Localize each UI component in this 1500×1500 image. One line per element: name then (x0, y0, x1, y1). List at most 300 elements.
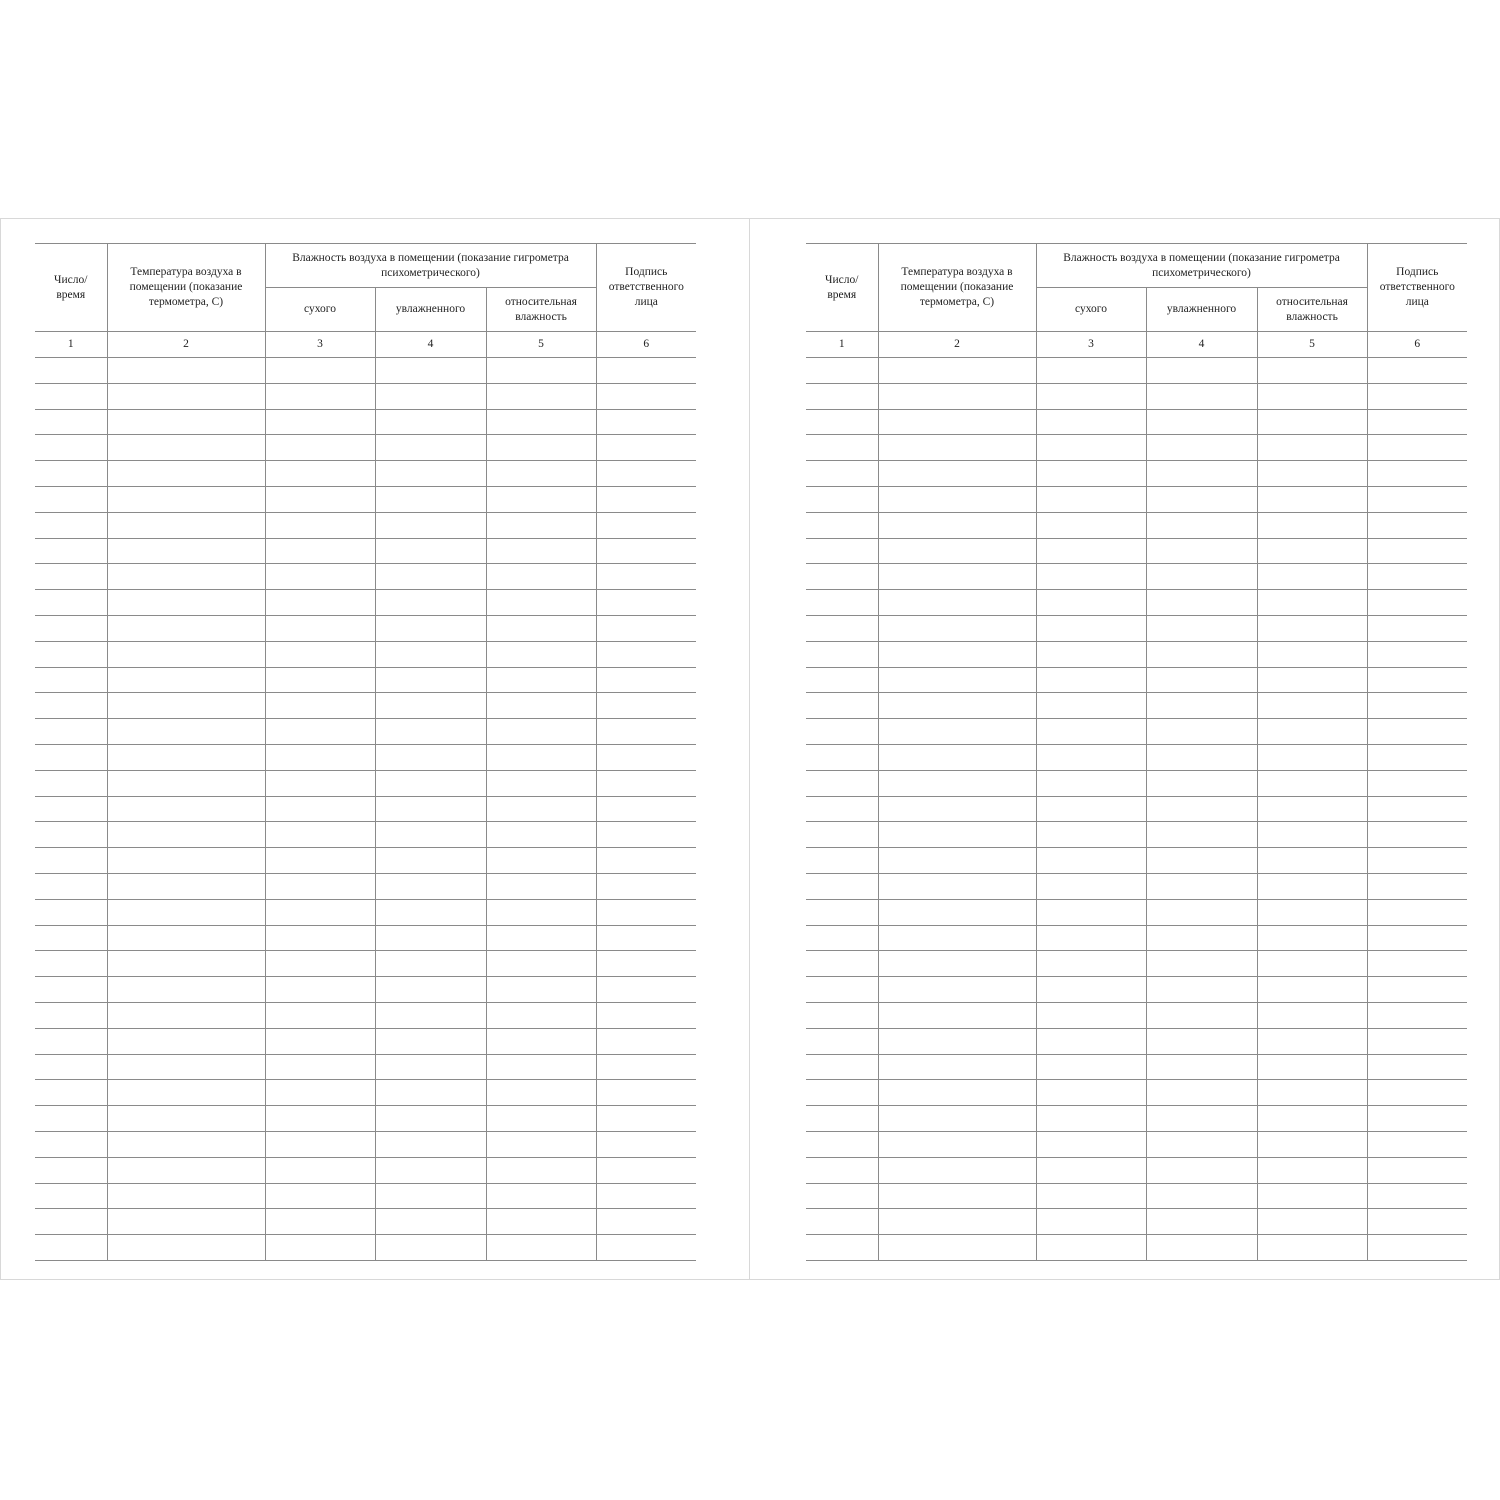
entry-cell[interactable] (1257, 1209, 1367, 1235)
entry-cell[interactable] (35, 486, 107, 512)
entry-cell[interactable] (1146, 1235, 1257, 1261)
entry-cell[interactable] (1036, 951, 1146, 977)
entry-cell[interactable] (1036, 1054, 1146, 1080)
entry-cell[interactable] (1036, 538, 1146, 564)
entry-cell[interactable] (265, 564, 375, 590)
entry-cell[interactable] (806, 744, 878, 770)
entry-cell[interactable] (1257, 615, 1367, 641)
entry-cell[interactable] (1146, 1002, 1257, 1028)
entry-cell[interactable] (1367, 1235, 1467, 1261)
entry-cell[interactable] (1146, 383, 1257, 409)
entry-cell[interactable] (35, 693, 107, 719)
entry-cell[interactable] (1367, 951, 1467, 977)
entry-cell[interactable] (375, 1106, 486, 1132)
entry-cell[interactable] (878, 977, 1036, 1003)
entry-cell[interactable] (486, 590, 596, 616)
entry-cell[interactable] (1257, 538, 1367, 564)
entry-cell[interactable] (486, 383, 596, 409)
entry-cell[interactable] (1146, 358, 1257, 384)
entry-cell[interactable] (596, 538, 696, 564)
entry-cell[interactable] (806, 770, 878, 796)
entry-cell[interactable] (375, 1054, 486, 1080)
entry-cell[interactable] (486, 693, 596, 719)
entry-cell[interactable] (107, 977, 265, 1003)
entry-cell[interactable] (486, 1209, 596, 1235)
entry-cell[interactable] (375, 1209, 486, 1235)
entry-cell[interactable] (596, 1235, 696, 1261)
entry-cell[interactable] (107, 1054, 265, 1080)
entry-cell[interactable] (107, 512, 265, 538)
entry-cell[interactable] (375, 564, 486, 590)
entry-cell[interactable] (35, 461, 107, 487)
entry-cell[interactable] (1257, 899, 1367, 925)
entry-cell[interactable] (596, 719, 696, 745)
entry-cell[interactable] (596, 848, 696, 874)
entry-cell[interactable] (35, 538, 107, 564)
entry-cell[interactable] (806, 848, 878, 874)
entry-cell[interactable] (1257, 1028, 1367, 1054)
entry-cell[interactable] (1367, 667, 1467, 693)
entry-cell[interactable] (35, 848, 107, 874)
entry-cell[interactable] (35, 1235, 107, 1261)
entry-cell[interactable] (35, 358, 107, 384)
entry-cell[interactable] (1036, 383, 1146, 409)
entry-cell[interactable] (1257, 925, 1367, 951)
entry-cell[interactable] (1146, 667, 1257, 693)
entry-cell[interactable] (486, 822, 596, 848)
entry-cell[interactable] (35, 899, 107, 925)
entry-cell[interactable] (1036, 1002, 1146, 1028)
entry-cell[interactable] (265, 358, 375, 384)
entry-cell[interactable] (35, 667, 107, 693)
entry-cell[interactable] (265, 1080, 375, 1106)
entry-cell[interactable] (1146, 486, 1257, 512)
entry-cell[interactable] (1036, 590, 1146, 616)
entry-cell[interactable] (375, 641, 486, 667)
entry-cell[interactable] (375, 899, 486, 925)
entry-cell[interactable] (1036, 977, 1146, 1003)
entry-cell[interactable] (1036, 873, 1146, 899)
entry-cell[interactable] (1257, 1183, 1367, 1209)
entry-cell[interactable] (1257, 719, 1367, 745)
entry-cell[interactable] (878, 383, 1036, 409)
entry-cell[interactable] (375, 770, 486, 796)
entry-cell[interactable] (375, 435, 486, 461)
entry-cell[interactable] (596, 1054, 696, 1080)
entry-cell[interactable] (596, 435, 696, 461)
entry-cell[interactable] (107, 461, 265, 487)
entry-cell[interactable] (1367, 925, 1467, 951)
entry-cell[interactable] (878, 1054, 1036, 1080)
entry-cell[interactable] (1367, 538, 1467, 564)
entry-cell[interactable] (1036, 822, 1146, 848)
entry-cell[interactable] (806, 1209, 878, 1235)
entry-cell[interactable] (107, 1106, 265, 1132)
entry-cell[interactable] (486, 564, 596, 590)
entry-cell[interactable] (596, 512, 696, 538)
entry-cell[interactable] (878, 873, 1036, 899)
entry-cell[interactable] (107, 873, 265, 899)
entry-cell[interactable] (1146, 461, 1257, 487)
entry-cell[interactable] (596, 461, 696, 487)
entry-cell[interactable] (1036, 1080, 1146, 1106)
entry-cell[interactable] (1036, 461, 1146, 487)
entry-cell[interactable] (878, 770, 1036, 796)
entry-cell[interactable] (486, 977, 596, 1003)
entry-cell[interactable] (1146, 796, 1257, 822)
entry-cell[interactable] (265, 744, 375, 770)
entry-cell[interactable] (486, 358, 596, 384)
entry-cell[interactable] (486, 1183, 596, 1209)
entry-cell[interactable] (107, 822, 265, 848)
entry-cell[interactable] (878, 538, 1036, 564)
entry-cell[interactable] (1036, 435, 1146, 461)
entry-cell[interactable] (1036, 512, 1146, 538)
entry-cell[interactable] (35, 951, 107, 977)
entry-cell[interactable] (265, 1054, 375, 1080)
entry-cell[interactable] (1367, 899, 1467, 925)
entry-cell[interactable] (1036, 848, 1146, 874)
entry-cell[interactable] (486, 899, 596, 925)
entry-cell[interactable] (486, 744, 596, 770)
entry-cell[interactable] (1036, 641, 1146, 667)
entry-cell[interactable] (375, 1028, 486, 1054)
entry-cell[interactable] (486, 615, 596, 641)
entry-cell[interactable] (596, 486, 696, 512)
entry-cell[interactable] (486, 1080, 596, 1106)
entry-cell[interactable] (1367, 486, 1467, 512)
entry-cell[interactable] (1367, 796, 1467, 822)
entry-cell[interactable] (107, 1183, 265, 1209)
entry-cell[interactable] (35, 1183, 107, 1209)
entry-cell[interactable] (878, 899, 1036, 925)
entry-cell[interactable] (596, 951, 696, 977)
entry-cell[interactable] (1367, 977, 1467, 1003)
entry-cell[interactable] (35, 1131, 107, 1157)
entry-cell[interactable] (806, 1235, 878, 1261)
entry-cell[interactable] (1036, 693, 1146, 719)
entry-cell[interactable] (806, 1054, 878, 1080)
entry-cell[interactable] (486, 1157, 596, 1183)
entry-cell[interactable] (1257, 383, 1367, 409)
entry-cell[interactable] (1036, 486, 1146, 512)
entry-cell[interactable] (375, 590, 486, 616)
entry-cell[interactable] (265, 1106, 375, 1132)
entry-cell[interactable] (878, 1028, 1036, 1054)
entry-cell[interactable] (1367, 848, 1467, 874)
entry-cell[interactable] (1367, 744, 1467, 770)
entry-cell[interactable] (1146, 590, 1257, 616)
entry-cell[interactable] (107, 899, 265, 925)
entry-cell[interactable] (806, 1080, 878, 1106)
entry-cell[interactable] (35, 1028, 107, 1054)
entry-cell[interactable] (878, 848, 1036, 874)
entry-cell[interactable] (107, 1080, 265, 1106)
entry-cell[interactable] (806, 409, 878, 435)
entry-cell[interactable] (1146, 925, 1257, 951)
entry-cell[interactable] (107, 951, 265, 977)
entry-cell[interactable] (596, 1002, 696, 1028)
entry-cell[interactable] (1146, 951, 1257, 977)
entry-cell[interactable] (596, 358, 696, 384)
entry-cell[interactable] (1257, 1054, 1367, 1080)
entry-cell[interactable] (806, 564, 878, 590)
entry-cell[interactable] (265, 848, 375, 874)
entry-cell[interactable] (878, 693, 1036, 719)
entry-cell[interactable] (486, 848, 596, 874)
entry-cell[interactable] (1257, 641, 1367, 667)
entry-cell[interactable] (878, 564, 1036, 590)
entry-cell[interactable] (1367, 1054, 1467, 1080)
entry-cell[interactable] (375, 409, 486, 435)
entry-cell[interactable] (107, 358, 265, 384)
entry-cell[interactable] (107, 1157, 265, 1183)
entry-cell[interactable] (1146, 1131, 1257, 1157)
entry-cell[interactable] (878, 925, 1036, 951)
entry-cell[interactable] (596, 977, 696, 1003)
entry-cell[interactable] (1257, 693, 1367, 719)
entry-cell[interactable] (375, 667, 486, 693)
entry-cell[interactable] (806, 383, 878, 409)
entry-cell[interactable] (35, 770, 107, 796)
entry-cell[interactable] (878, 641, 1036, 667)
entry-cell[interactable] (107, 486, 265, 512)
entry-cell[interactable] (1257, 1131, 1367, 1157)
entry-cell[interactable] (265, 719, 375, 745)
entry-cell[interactable] (878, 615, 1036, 641)
entry-cell[interactable] (1367, 693, 1467, 719)
entry-cell[interactable] (107, 770, 265, 796)
entry-cell[interactable] (1146, 1209, 1257, 1235)
entry-cell[interactable] (596, 1183, 696, 1209)
entry-cell[interactable] (878, 667, 1036, 693)
entry-cell[interactable] (1367, 358, 1467, 384)
entry-cell[interactable] (1257, 1235, 1367, 1261)
entry-cell[interactable] (486, 951, 596, 977)
entry-cell[interactable] (1036, 1183, 1146, 1209)
entry-cell[interactable] (486, 1002, 596, 1028)
entry-cell[interactable] (806, 977, 878, 1003)
entry-cell[interactable] (35, 822, 107, 848)
entry-cell[interactable] (1257, 667, 1367, 693)
entry-cell[interactable] (806, 951, 878, 977)
entry-cell[interactable] (806, 693, 878, 719)
entry-cell[interactable] (596, 796, 696, 822)
entry-cell[interactable] (596, 1028, 696, 1054)
entry-cell[interactable] (1146, 873, 1257, 899)
entry-cell[interactable] (265, 951, 375, 977)
entry-cell[interactable] (596, 615, 696, 641)
entry-cell[interactable] (375, 693, 486, 719)
entry-cell[interactable] (878, 719, 1036, 745)
entry-cell[interactable] (1257, 435, 1367, 461)
entry-cell[interactable] (375, 538, 486, 564)
entry-cell[interactable] (107, 564, 265, 590)
entry-cell[interactable] (265, 899, 375, 925)
entry-cell[interactable] (35, 512, 107, 538)
entry-cell[interactable] (486, 1235, 596, 1261)
entry-cell[interactable] (878, 1235, 1036, 1261)
entry-cell[interactable] (107, 719, 265, 745)
entry-cell[interactable] (375, 1002, 486, 1028)
entry-cell[interactable] (1367, 1209, 1467, 1235)
entry-cell[interactable] (878, 951, 1036, 977)
entry-cell[interactable] (107, 615, 265, 641)
entry-cell[interactable] (35, 1106, 107, 1132)
entry-cell[interactable] (1146, 615, 1257, 641)
entry-cell[interactable] (1146, 977, 1257, 1003)
entry-cell[interactable] (265, 615, 375, 641)
entry-cell[interactable] (35, 977, 107, 1003)
entry-cell[interactable] (107, 667, 265, 693)
entry-cell[interactable] (1257, 1080, 1367, 1106)
entry-cell[interactable] (1146, 1183, 1257, 1209)
entry-cell[interactable] (596, 1106, 696, 1132)
entry-cell[interactable] (596, 1080, 696, 1106)
entry-cell[interactable] (806, 873, 878, 899)
entry-cell[interactable] (1257, 1106, 1367, 1132)
entry-cell[interactable] (1257, 977, 1367, 1003)
entry-cell[interactable] (265, 770, 375, 796)
entry-cell[interactable] (35, 1054, 107, 1080)
entry-cell[interactable] (806, 899, 878, 925)
entry-cell[interactable] (486, 873, 596, 899)
entry-cell[interactable] (1367, 512, 1467, 538)
entry-cell[interactable] (1367, 564, 1467, 590)
entry-cell[interactable] (486, 538, 596, 564)
entry-cell[interactable] (375, 461, 486, 487)
entry-cell[interactable] (806, 1028, 878, 1054)
entry-cell[interactable] (486, 461, 596, 487)
entry-cell[interactable] (1257, 822, 1367, 848)
entry-cell[interactable] (486, 512, 596, 538)
entry-cell[interactable] (806, 1183, 878, 1209)
entry-cell[interactable] (1257, 744, 1367, 770)
entry-cell[interactable] (1367, 435, 1467, 461)
entry-cell[interactable] (35, 641, 107, 667)
entry-cell[interactable] (806, 538, 878, 564)
entry-cell[interactable] (1036, 615, 1146, 641)
entry-cell[interactable] (1146, 1080, 1257, 1106)
entry-cell[interactable] (375, 951, 486, 977)
entry-cell[interactable] (878, 435, 1036, 461)
entry-cell[interactable] (1367, 1106, 1467, 1132)
entry-cell[interactable] (1146, 1054, 1257, 1080)
entry-cell[interactable] (806, 358, 878, 384)
entry-cell[interactable] (265, 409, 375, 435)
entry-cell[interactable] (878, 1157, 1036, 1183)
entry-cell[interactable] (1367, 641, 1467, 667)
entry-cell[interactable] (1146, 1106, 1257, 1132)
entry-cell[interactable] (265, 796, 375, 822)
entry-cell[interactable] (375, 358, 486, 384)
entry-cell[interactable] (107, 383, 265, 409)
entry-cell[interactable] (265, 435, 375, 461)
entry-cell[interactable] (596, 899, 696, 925)
entry-cell[interactable] (486, 641, 596, 667)
entry-cell[interactable] (1036, 719, 1146, 745)
entry-cell[interactable] (265, 1002, 375, 1028)
entry-cell[interactable] (596, 1157, 696, 1183)
entry-cell[interactable] (1036, 796, 1146, 822)
entry-cell[interactable] (1367, 409, 1467, 435)
entry-cell[interactable] (1367, 615, 1467, 641)
entry-cell[interactable] (375, 615, 486, 641)
entry-cell[interactable] (107, 1131, 265, 1157)
entry-cell[interactable] (375, 796, 486, 822)
entry-cell[interactable] (806, 796, 878, 822)
entry-cell[interactable] (806, 461, 878, 487)
entry-cell[interactable] (1257, 1002, 1367, 1028)
entry-cell[interactable] (1367, 873, 1467, 899)
entry-cell[interactable] (1257, 873, 1367, 899)
entry-cell[interactable] (35, 1002, 107, 1028)
entry-cell[interactable] (806, 667, 878, 693)
entry-cell[interactable] (1257, 564, 1367, 590)
entry-cell[interactable] (375, 512, 486, 538)
entry-cell[interactable] (1146, 1028, 1257, 1054)
entry-cell[interactable] (806, 486, 878, 512)
entry-cell[interactable] (107, 1235, 265, 1261)
entry-cell[interactable] (486, 667, 596, 693)
entry-cell[interactable] (596, 770, 696, 796)
entry-cell[interactable] (35, 564, 107, 590)
entry-cell[interactable] (1367, 719, 1467, 745)
entry-cell[interactable] (265, 925, 375, 951)
entry-cell[interactable] (107, 1002, 265, 1028)
entry-cell[interactable] (596, 873, 696, 899)
entry-cell[interactable] (596, 744, 696, 770)
entry-cell[interactable] (375, 1157, 486, 1183)
entry-cell[interactable] (35, 1209, 107, 1235)
entry-cell[interactable] (35, 615, 107, 641)
entry-cell[interactable] (265, 822, 375, 848)
entry-cell[interactable] (107, 538, 265, 564)
entry-cell[interactable] (1146, 719, 1257, 745)
entry-cell[interactable] (265, 667, 375, 693)
entry-cell[interactable] (806, 719, 878, 745)
entry-cell[interactable] (265, 873, 375, 899)
entry-cell[interactable] (596, 1209, 696, 1235)
entry-cell[interactable] (596, 409, 696, 435)
entry-cell[interactable] (35, 409, 107, 435)
entry-cell[interactable] (486, 1106, 596, 1132)
entry-cell[interactable] (1036, 744, 1146, 770)
entry-cell[interactable] (486, 486, 596, 512)
entry-cell[interactable] (486, 925, 596, 951)
entry-cell[interactable] (1146, 693, 1257, 719)
entry-cell[interactable] (1146, 744, 1257, 770)
entry-cell[interactable] (1146, 899, 1257, 925)
entry-cell[interactable] (265, 590, 375, 616)
entry-cell[interactable] (1036, 409, 1146, 435)
entry-cell[interactable] (596, 667, 696, 693)
entry-cell[interactable] (486, 770, 596, 796)
entry-cell[interactable] (596, 383, 696, 409)
entry-cell[interactable] (1146, 409, 1257, 435)
entry-cell[interactable] (1257, 1157, 1367, 1183)
entry-cell[interactable] (806, 615, 878, 641)
entry-cell[interactable] (806, 1131, 878, 1157)
entry-cell[interactable] (878, 1131, 1036, 1157)
entry-cell[interactable] (1036, 564, 1146, 590)
entry-cell[interactable] (375, 822, 486, 848)
entry-cell[interactable] (596, 925, 696, 951)
entry-cell[interactable] (375, 1080, 486, 1106)
entry-cell[interactable] (265, 1209, 375, 1235)
entry-cell[interactable] (1036, 1106, 1146, 1132)
entry-cell[interactable] (1146, 822, 1257, 848)
